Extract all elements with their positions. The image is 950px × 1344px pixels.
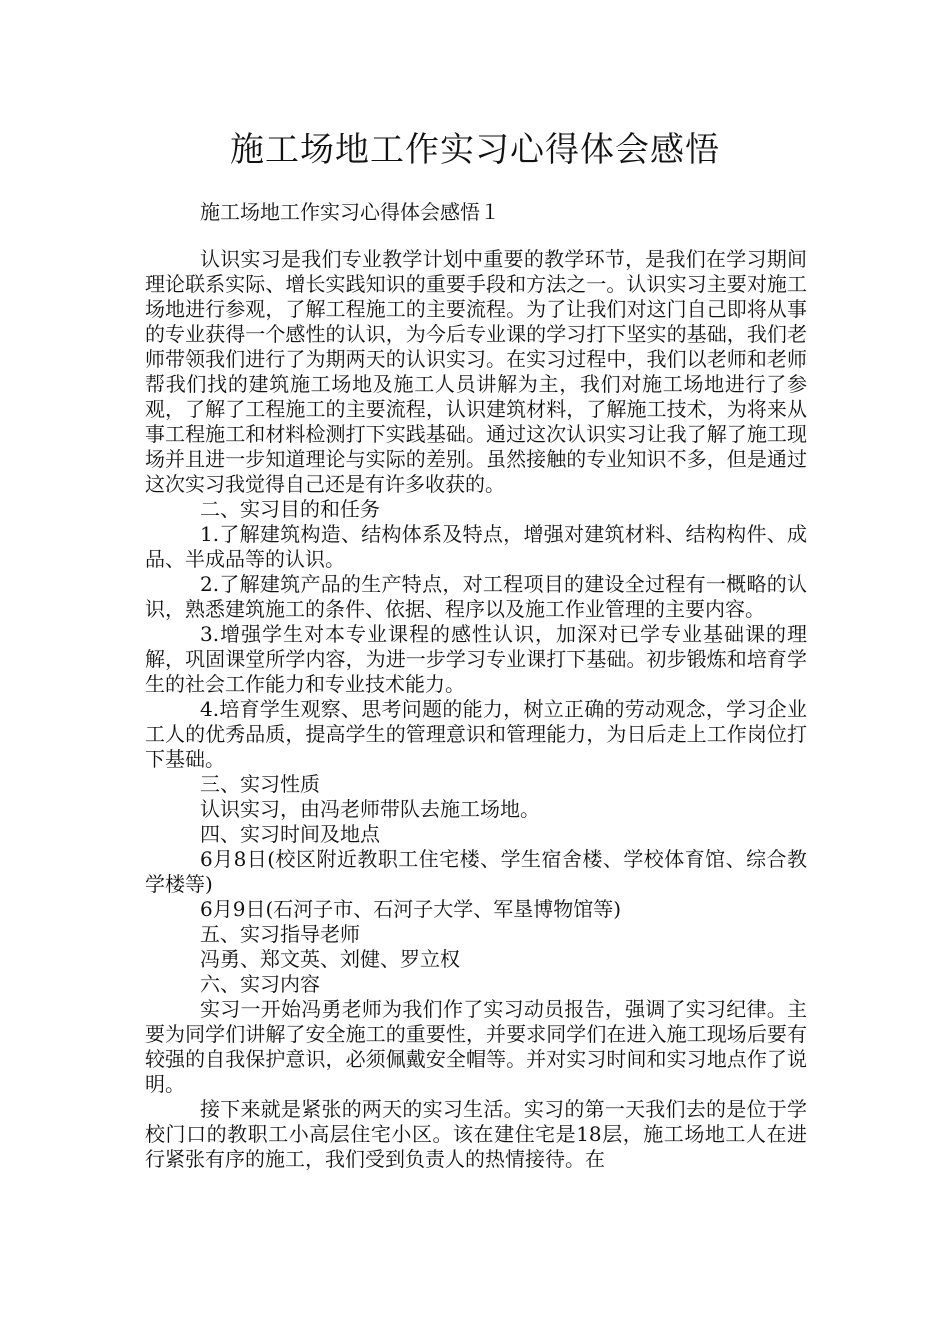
document-subtitle: 施工场地工作实习心得体会感悟１ <box>200 200 500 224</box>
list-item-purpose-3: 3.增强学生对本专业课程的感性认识，加深对已学专业基础课的理解，巩固课堂所学内容，为进一步学习专业课打下基础。初步锻炼和培育学生的社会工作能力和专业技术能力。 <box>145 622 807 696</box>
section-heading-purpose: 二、实习目的和任务 <box>200 497 380 521</box>
paragraph-instructors: 冯勇、郑文英、刘健、罗立权 <box>200 947 460 971</box>
list-item-purpose-1: 1.了解建筑构造、结构体系及特点，增强对建筑材料、结构构件、成品、半成品等的认识。 <box>145 522 807 571</box>
paragraph-content-1: 实习一开始冯勇老师为我们作了实习动员报告，强调了实习纪律。主要为同学们讲解了安全施工的重要性，并要求同学们在进入施工现场后要有较强的自我保护意识，必须佩戴安全帽等。并对实习时间和实习地点作了说明。 <box>145 997 807 1096</box>
section-heading-content: 六、实习内容 <box>200 972 320 996</box>
section-heading-time-place: 四、实习时间及地点 <box>200 822 380 846</box>
list-item-purpose-4: 4.培育学生观察、思考问题的能力，树立正确的劳动观念，学习企业工人的优秀品质，提高学生的管理意识和管理能力，为日后走上工作岗位打下基础。 <box>145 697 807 771</box>
section-heading-nature: 三、实习性质 <box>200 772 320 796</box>
list-item-purpose-2: 2.了解建筑产品的生产特点，对工程项目的建设全过程有一概略的认识，熟悉建筑施工的条件、依据、程序以及施工作业管理的主要内容。 <box>145 572 807 621</box>
document-title: 施工场地工作实习心得体会感悟 <box>230 130 720 170</box>
paragraph-intro: 认识实习是我们专业教学计划中重要的教学环节，是我们在学习期间理论联系实际、增长实践知识的重要手段和方法之一。认识实习主要对施工场地进行参观，了解工程施工的主要流程。为了让我们对这门自己即将从事的专业获得一个感性的认识，为今后专业课的学习打下坚实的基础，我们老师带领我们进行了为期两天的认识实习。在实习过程中，我们以老师和老师帮我们找的建筑施工场地及施工人员讲解为主，我们对施工场地进行了参观，了解了工程施工的主要流程，认识建筑材料，了解施工技术，为将来从事工程施工和材料检测打下实践基础。通过这次认识实习让我了解了施工现场并且进一步知道理论与实际的差别。虽然接触的专业知识不多，但是通过这次实习我觉得自己还是有许多收获的。 <box>145 247 807 496</box>
document-body <box>145 247 807 1172</box>
paragraph-content-2: 接下来就是紧张的两天的实习生活。实习的第一天我们去的是位于学校门口的教职工小高层住宅小区。该在建住宅是18层，施工场地工人在进行紧张有序的施工，我们受到负责人的热情接待。在 <box>145 1097 807 1171</box>
paragraph-date-june-9: 6月9日(石河子市、石河子大学、军垦博物馆等) <box>200 897 622 921</box>
section-heading-instructors: 五、实习指导老师 <box>200 922 360 946</box>
paragraph-date-june-8: 6月8日(校区附近教职工住宅楼、学生宿舍楼、学校体育馆、综合教学楼等) <box>145 847 807 896</box>
paragraph-nature: 认识实习，由冯老师带队去施工场地。 <box>200 797 540 821</box>
